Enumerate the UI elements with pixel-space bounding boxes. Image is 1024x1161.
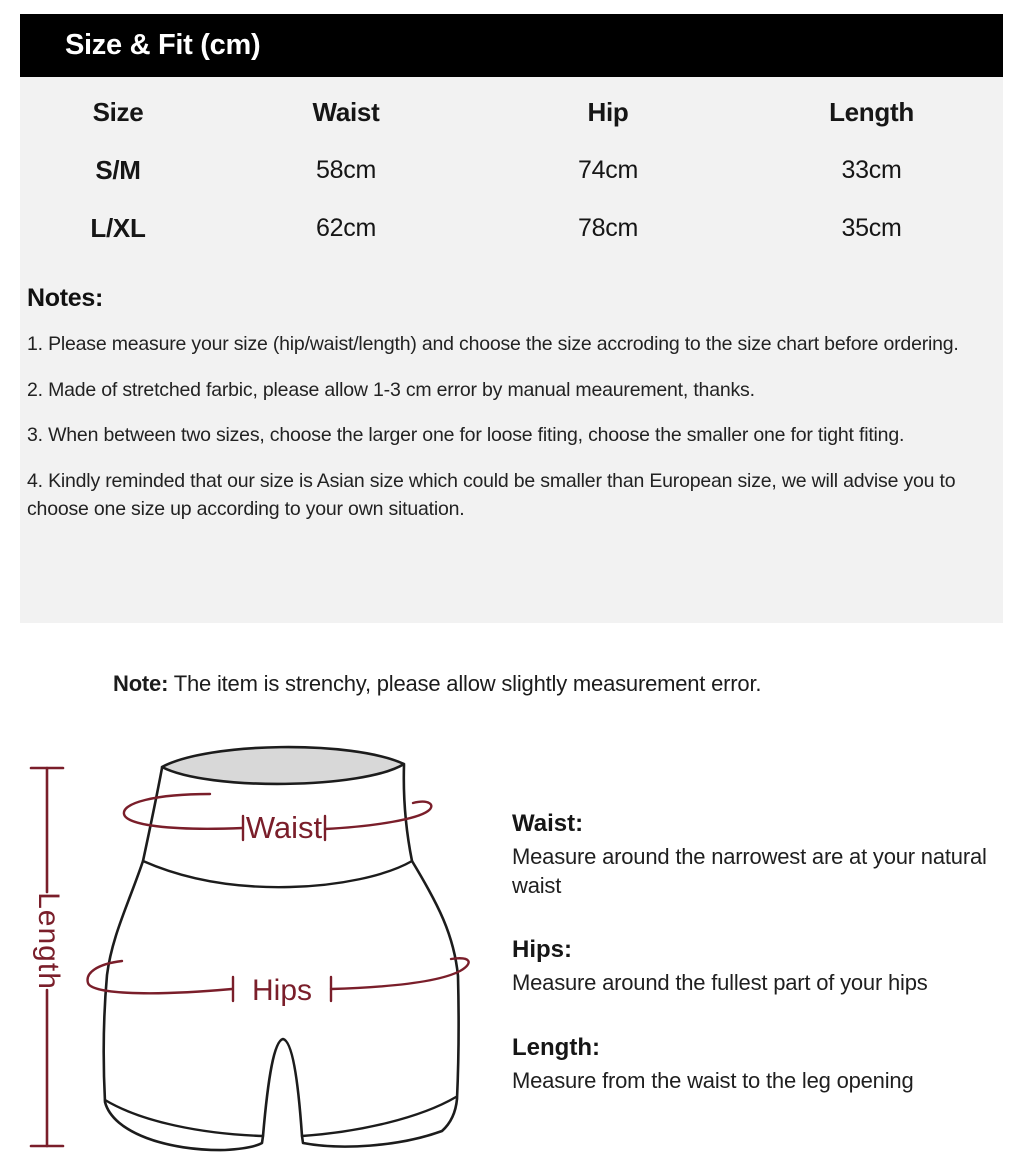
waist-cell: 58cm [316,155,376,184]
hip-cell: 74cm [578,155,638,184]
note-item-3: 3. When between two sizes, choose the larger one for loose fiting, choose the smaller one for tight fiting. [27,424,905,446]
size-cell: S/M [95,154,141,185]
stretch-note-text: The item is strenchy, please allow slightly measurement error. [168,671,762,696]
length-cell: 35cm [841,213,902,242]
guide-length [512,1032,1009,1095]
table-row [20,141,1003,199]
column-header-waist: Waist [312,96,380,127]
notes-heading: Notes: [27,284,103,312]
column-header-size: Size [92,96,144,127]
waist-label: Waist [245,810,323,845]
page-title: Size & Fit (cm) [65,29,261,61]
length-label: Length [32,892,65,990]
note-item-1: 1. Please measure your size (hip/waist/length) and choose the size accroding to the size chart before ordering. [27,333,959,355]
size-cell: L/XL [90,212,146,243]
guide-hips [512,934,1009,997]
guide-term-length: Length: [512,1034,600,1061]
guide-desc-hips: Measure around the fullest part of your hips [512,970,928,995]
guide-waist [512,808,1009,900]
hip-cell: 78cm [578,213,638,242]
size-table [20,77,1003,257]
table-row [20,199,1003,257]
column-header-length: Length [829,96,914,127]
stretch-note-label: Note: [113,671,169,696]
waist-cell: 62cm [316,213,376,242]
header-bar [20,14,1003,77]
guide-desc-waist: Measure around the narrowest are at your natural waist [512,844,987,898]
notes-section [20,284,1003,524]
guide-term-hips: Hips: [512,936,572,963]
size-diagram [0,728,512,1161]
note-item-4: 4. Kindly reminded that our size is Asian size which could be smaller than European size, we will advise you to choose one size up according to your own situation. [27,469,956,520]
note-item-2: 2. Made of stretched farbic, please allow 1-3 cm error by manual meaurement, thanks. [27,378,755,401]
stretch-note [113,671,761,697]
guide-desc-length: Measure from the waist to the leg opening [512,1068,914,1093]
column-header-hip: Hip [587,96,629,127]
hips-label: Hips [251,974,313,1007]
guide-term-waist: Waist: [512,810,584,837]
length-cell: 33cm [841,155,902,184]
size-panel [20,77,1003,623]
table-header-row [20,83,1003,141]
